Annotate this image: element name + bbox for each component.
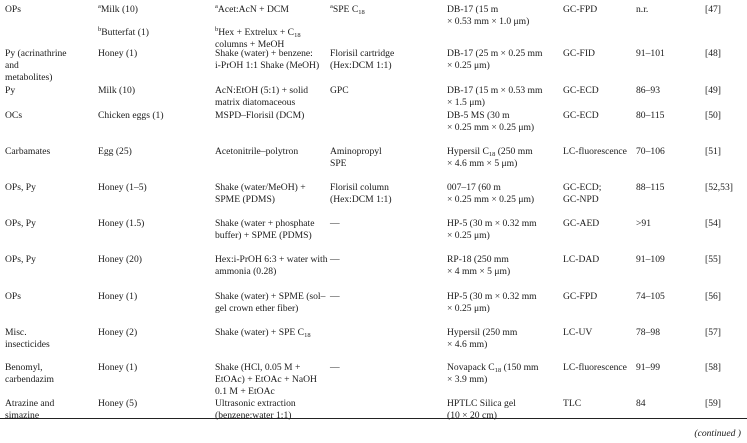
- cell-matrix: Honey (1): [98, 48, 138, 59]
- cell-class: OPs: [5, 291, 21, 302]
- cell-detection: LC-UV: [563, 327, 593, 338]
- cell-detection: GC-AED: [563, 218, 600, 229]
- cell-extraction: Shake (HCl, 0.05 M + EtOAc) + EtOAc + NaOH 0.1 M + EtOAc: [215, 362, 317, 397]
- cell-recovery: >91: [636, 218, 652, 229]
- cell-class: Atrazine and simazine: [5, 398, 55, 421]
- cell-class: OPs, Py: [5, 254, 36, 265]
- cell-detection: LC-fluorescence: [563, 146, 627, 157]
- cell-column: HP-5 (30 m × 0.32 mm × 0.25 μm): [447, 218, 537, 241]
- cell-recovery: 80–115: [636, 110, 665, 121]
- cell-matrix: $^a$Milk (10): [98, 3, 138, 15]
- cell-ref: [59]: [705, 398, 721, 409]
- cell-matrix: Honey (1.5): [98, 218, 145, 229]
- cell-matrix: Honey (5): [98, 398, 138, 409]
- cell-class: OPs, Py: [5, 218, 36, 229]
- cell-extraction: $^a$Acet:AcN + DCM: [215, 3, 289, 15]
- cell-column: Novapack $C_{18}$ (150 mm × 3.9 mm): [447, 362, 539, 385]
- cell-recovery: n.r.: [636, 4, 649, 15]
- cell-cleanup: —: [330, 362, 340, 373]
- cell-column: Hypersil (250 mm × 4.6 mm): [447, 327, 518, 350]
- cell-detection: GC-ECD: [563, 110, 599, 121]
- cell-recovery: 70–106: [636, 146, 665, 157]
- cell-column: HP-5 (30 m × 0.32 mm × 0.25 μm): [447, 291, 537, 314]
- cell-ref: [52,53]: [705, 182, 733, 193]
- cell-class: Benomyl, carbendazim: [5, 362, 55, 385]
- cell-class: Py (acrinathrine and metabolites): [5, 48, 67, 83]
- cell-extraction: Hex:i-PrOH 6:3 + water with ammonia (0.28): [215, 254, 328, 277]
- cell-matrix: Honey (1): [98, 362, 138, 373]
- cell-cleanup: Florisil cartridge (Hex:DCM 1:1): [330, 48, 395, 71]
- cell-column: Hypersil $C_{18}$ (250 mm × 4.6 mm × 5 μm): [447, 146, 533, 169]
- cell-ref: [54]: [705, 218, 721, 229]
- cell-ref: [51]: [705, 146, 721, 157]
- cell-ref: [47]: [705, 4, 721, 15]
- cell-column: DB-17 (15 m × 0.53 mm × 1.0 μm): [447, 4, 530, 27]
- cell-detection: GC-ECD; GC-NPD: [563, 182, 602, 205]
- cell-matrix: Milk (10): [98, 85, 136, 96]
- cell-cleanup: —: [330, 218, 340, 229]
- cell-matrix: Egg (25): [98, 146, 132, 157]
- cell-ref: [50]: [705, 110, 721, 121]
- cell-extraction: Shake (water/MeOH) + SPME (PDMS): [215, 182, 306, 205]
- cell-extraction: Acetonitrile–polytron: [215, 146, 299, 157]
- cell-class: Misc. insecticides: [5, 327, 50, 350]
- cell-cleanup: Florisil column (Hex:DCM 1:1): [330, 182, 392, 205]
- cell-detection: GC-ECD: [563, 85, 599, 96]
- cell-recovery: 91–99: [636, 362, 660, 373]
- cell-extraction: Shake (water) + benzene: i-PrOH 1:1 Shake (MeOH): [215, 48, 320, 71]
- cell-matrix: Honey (1): [98, 291, 138, 302]
- cell-class: Carbamates: [5, 146, 51, 157]
- cell-cleanup: Aminopropyl SPE: [330, 146, 382, 169]
- cell-recovery: 78–98: [636, 327, 660, 338]
- cell-cleanup: $^a$SPE $C_{18}$: [330, 3, 365, 16]
- cell-class: OPs: [5, 4, 21, 15]
- cell-column: DB-5 MS (30 m × 0.25 mm × 0.25 μm): [447, 110, 535, 133]
- cell-matrix: Honey (2): [98, 327, 138, 338]
- continued-note: (continued ): [694, 428, 741, 439]
- cell-column: RP-18 (250 mm × 4 mm × 5 μm): [447, 254, 511, 277]
- cell-ref: [55]: [705, 254, 721, 265]
- cell-recovery: 91–101: [636, 48, 665, 59]
- cell-ref: [58]: [705, 362, 721, 373]
- cell-detection: GC-FPD: [563, 291, 598, 302]
- cell-extraction: Ultrasonic extraction (benzene:water 1:1): [215, 398, 296, 421]
- cell-extraction: AcN:EtOH (5:1) + solid matrix diatomaceous: [215, 85, 309, 108]
- cell-class: OPs, Py: [5, 182, 36, 193]
- cell-detection: LC-DAD: [563, 254, 600, 265]
- cell-recovery: 74–105: [636, 291, 665, 302]
- cell-extraction: Shake (water + phosphate buffer) + SPME (PDMS): [215, 218, 315, 241]
- cell-matrix: Honey (20): [98, 254, 142, 265]
- cell-ref: [57]: [705, 327, 721, 338]
- cell-column: DB-17 (25 m × 0.25 mm × 0.25 μm): [447, 48, 543, 71]
- cell-recovery: 91–109: [636, 254, 665, 265]
- cell-column: HPTLC Silica gel (10 × 20 cm): [447, 398, 516, 421]
- cell-cleanup: —: [330, 254, 340, 265]
- cell-cleanup: —: [330, 291, 340, 302]
- cell-detection: GC-FID: [563, 48, 595, 59]
- cell-ref: [48]: [705, 48, 721, 59]
- cell-matrix: $^b$Butterfat (1): [98, 26, 149, 38]
- cell-detection: GC-FPD: [563, 4, 598, 15]
- cell-ref: [56]: [705, 291, 721, 302]
- cell-extraction: $^b$Hex + Extrelux + $C_{18}$ columns + MeOH: [215, 26, 301, 50]
- cell-matrix: Honey (1–5): [98, 182, 147, 193]
- cell-matrix: Chicken eggs (1): [98, 110, 164, 121]
- cell-column: 007–17 (60 m × 0.25 mm × 0.25 μm): [447, 182, 535, 205]
- cell-detection: LC-fluorescence: [563, 362, 627, 373]
- cell-extraction: MSPD–Florisil (DCM): [215, 110, 305, 121]
- table-bottom-rule: [0, 418, 747, 419]
- cell-cleanup: GPC: [330, 85, 349, 96]
- cell-class: OCs: [5, 110, 23, 121]
- cell-recovery: 86–93: [636, 85, 660, 96]
- cell-ref: [49]: [705, 85, 721, 96]
- cell-recovery: 84: [636, 398, 646, 409]
- cell-extraction: Shake (water) + SPME (sol– gel crown ether fiber): [215, 291, 326, 314]
- cell-class: Py: [5, 85, 16, 96]
- cell-column: DB-17 (15 m × 0.53 mm × 1.5 μm): [447, 85, 543, 108]
- cell-extraction: Shake (water) + SPE $C_{18}$: [215, 327, 311, 339]
- cell-recovery: 88–115: [636, 182, 665, 193]
- cell-detection: TLC: [563, 398, 582, 409]
